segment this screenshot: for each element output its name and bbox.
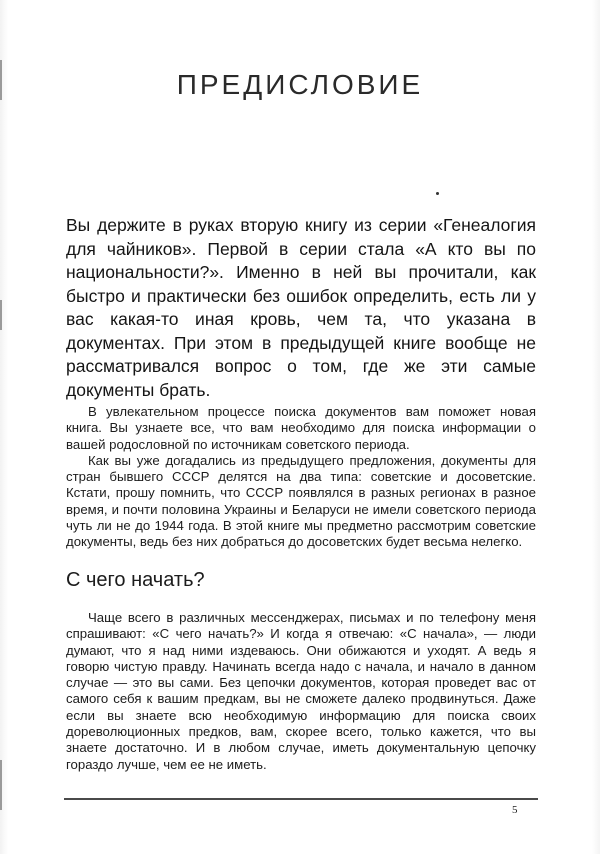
- body-paragraph: В увлекательном процессе поиска документов вам поможет новая книга. Вы узнаете все, что вам необходимо для поиска информации о вашей родословной по источникам советского периода.: [66, 404, 536, 452]
- lead-paragraph: Вы держите в руках вторую книгу из серии «Генеалогия для чайников». Первой в серии стала «А кто вы по национальности?». Именно в ней вы прочитали, как быстро и практически без ошибок определить, есть ли у вас какая-то иная кровь, чем та, что указана в документах. При этом в предыдущей книге вообще не рассматривался вопрос о том, где же эти самые документы брать.: [66, 215, 536, 400]
- scan-edge-mark: [0, 760, 2, 810]
- page-number: 5: [512, 804, 518, 816]
- footer-rule: [64, 798, 538, 800]
- body-paragraph: Чаще всего в различных мессенджерах, письмах и по телефону меня спрашивают: «С чего начать?» И когда я отвечаю: «С начала», — люди думают, что я над ними издеваюсь. Они обижаются и уходят. А ведь я говорю чистую правду. Начинать всегда надо с начала, и начало в данном случае — это вы сами. Без цепочки документов, которая проведет вас от самого себя к вашим предкам, вы не сможете далеко продвинуться. Даже если вы знаете всю необходимую информацию для поиска своих дореволюционных предков, вам, скорее всего, только кажется, что вы знаете достаточно. И в любом случае, иметь документальную цепочку гораздо лучше, чем ее не иметь.: [66, 610, 536, 772]
- section-heading: С чего начать?: [66, 569, 205, 591]
- speck-dot: [436, 192, 439, 195]
- page-title: ПРЕДИСЛОВИЕ: [176, 68, 424, 100]
- intro-text-block: [66, 404, 536, 551]
- body-paragraph: Как вы уже догадались из предыдущего предложения, документы для стран бывшего СССР делятся на два типа: советские и досоветские. Кстати, прошу помнить, что СССР появлялся в разных регионах в разное время, и почти половина Украины и Беларуси не имели советского периода чуть ли не до 1944 года. В этой книге мы предметно рассмотрим советские документы, ведь без них добраться до досоветских будет весьма нелегко.: [66, 452, 536, 550]
- section-text-block: [66, 610, 536, 773]
- scan-edge-mark: [0, 300, 2, 330]
